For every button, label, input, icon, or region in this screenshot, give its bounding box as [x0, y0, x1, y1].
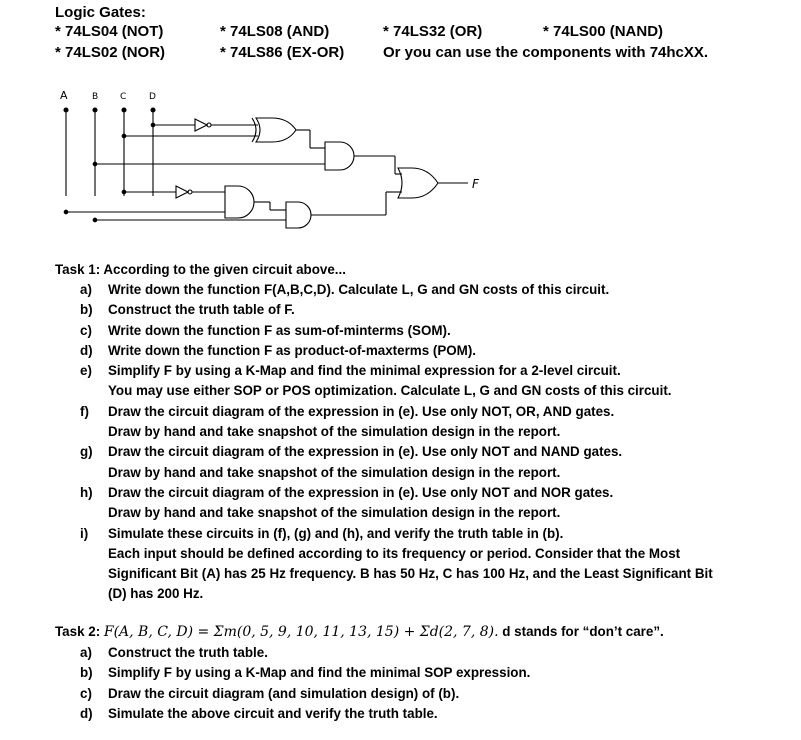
item-text: Simulate the above circuit and verify the truth table. — [108, 705, 438, 721]
xor-gate — [252, 118, 325, 148]
item-text: Draw the circuit diagram of the expression in (e). Use only NOT and NOR gates. — [108, 485, 614, 500]
component-not: * 74LS04 (NOT) — [55, 23, 164, 40]
component-or: * 74LS32 (OR) — [383, 23, 483, 40]
not-gate-bottom — [176, 186, 225, 198]
item-text: Write down the function F(A,B,C,D). Calculate L, G and GN costs of this circuit. — [108, 282, 610, 297]
input-label-b: B — [92, 92, 99, 102]
input-rails — [64, 108, 155, 196]
item-text: Simplify F by using a K-Map and find the minimal SOP expression. — [108, 665, 531, 681]
input-label-c: C — [120, 92, 127, 102]
task2-heading — [55, 624, 664, 640]
item-label: d) — [80, 342, 93, 358]
item-text: Write down the function F as sum-of-minterms (SOM). — [108, 322, 451, 338]
not-gate-top — [195, 119, 258, 131]
item-text-continued: Draw by hand and take snapshot of the simulation design in the report. — [108, 464, 561, 480]
or-gate — [398, 168, 468, 198]
item-label: h) — [80, 485, 93, 500]
component-nand: * 74LS00 (NAND) — [543, 23, 664, 40]
item-text-continued: Significant Bit (A) has 25 Hz frequency. B has 50 Hz, C has 100 Hz, and the Least Significant Bit — [108, 566, 713, 582]
and-gate-top — [325, 142, 402, 174]
item-text: Draw the circuit diagram (and simulation design) of (b). — [108, 685, 460, 701]
item-text: Draw the circuit diagram of the expression in (e). Use only NOT, OR, AND gates. — [108, 403, 615, 419]
component-nor: * 74LS02 (NOR) — [55, 44, 166, 61]
item-text: Draw the circuit diagram of the expression in (e). Use only NOT and NAND gates. — [108, 444, 623, 460]
item-label: c) — [80, 685, 92, 701]
circuit-diagram — [0, 80, 801, 250]
item-text: Write down the function F as product-of-maxterms (POM). — [108, 342, 477, 358]
item-text: Construct the truth table of F. — [108, 302, 295, 318]
item-label: a) — [80, 645, 92, 660]
item-text-continued: (D) has 200 Hz. — [108, 586, 204, 602]
item-label: a) — [80, 282, 92, 297]
item-label: d) — [80, 705, 93, 721]
component-and: * 74LS08 (AND) — [220, 23, 330, 40]
header-title: Logic Gates: — [55, 4, 146, 21]
item-label: b) — [80, 302, 93, 318]
task2-prefix: Task 2: — [55, 624, 104, 639]
item-text-continued: Draw by hand and take snapshot of the simulation design in the report. — [108, 505, 561, 521]
input-label-d: D — [149, 92, 156, 102]
task2-suffix: d stands for “don’t care”. — [498, 624, 664, 639]
component-xor: * 74LS86 (EX-OR) — [220, 44, 345, 61]
item-text: Simulate these circuits in (f), (g) and (h), and verify the truth table in (b). — [108, 525, 564, 541]
and-gate-middle — [225, 186, 286, 218]
item-text: Simplify F by using a K-Map and find the minimal expression for a 2-level circuit. — [108, 363, 621, 379]
item-text-continued: Draw by hand and take snapshot of the simulation design in the report. — [108, 424, 561, 440]
item-label: b) — [80, 665, 93, 681]
output-label-f: F — [472, 177, 479, 191]
task2-function: F(A, B, C, D) = Σm(0, 5, 9, 10, 11, 13, 15) + Σd(2, 7, 8). — [103, 624, 499, 640]
component-note: Or you can use the components with 74hcXX. — [383, 44, 709, 61]
and-gate-bottom — [286, 192, 402, 228]
item-label: g) — [80, 444, 93, 460]
item-label: f) — [80, 403, 89, 419]
item-text-continued: Each input should be defined according to its frequency or period. Consider that the Most — [108, 545, 681, 561]
item-label: e) — [80, 363, 92, 379]
item-label: i) — [80, 525, 89, 541]
item-label: c) — [80, 322, 92, 338]
input-label-a: A — [60, 89, 68, 102]
item-text: Construct the truth table. — [108, 645, 268, 660]
item-text-continued: You may use either SOP or POS optimization. Calculate L, G and GN costs of this circuit. — [108, 383, 672, 399]
task1-title: Task 1: According to the given circuit above... — [55, 262, 346, 277]
